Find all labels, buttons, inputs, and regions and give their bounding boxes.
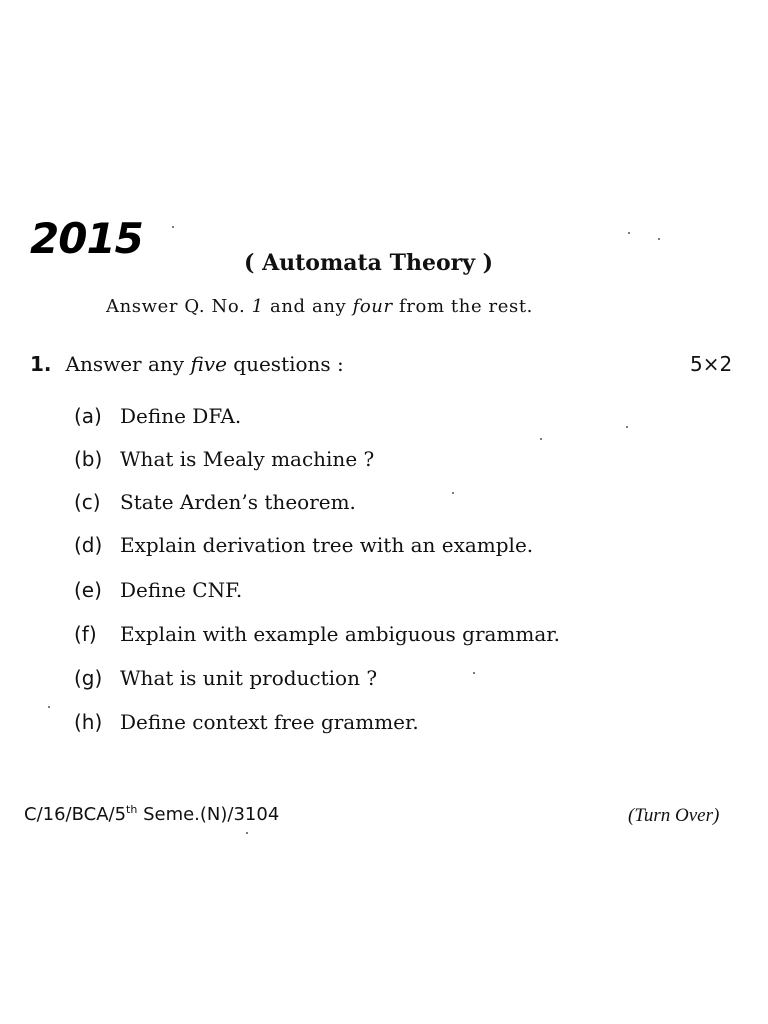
sub-question-a [74,404,241,428]
scan-speck [452,492,454,494]
sub-question-f [74,622,560,646]
sub-question-label: (a) [74,404,102,428]
exam-year: 2015 [30,214,143,263]
sub-question-label: (d) [74,533,103,557]
sub-question-label: (b) [74,447,103,471]
question-prefix: Answer any [65,352,191,376]
instructions-middle: and any [263,296,353,317]
sub-question-d [74,533,533,557]
scan-speck [473,672,475,674]
instructions-q-number: 1 [251,296,264,317]
paper-code [24,803,279,825]
instructions-suffix: from the rest. [392,296,533,317]
sub-question-text: Define DFA. [120,404,242,428]
scan-speck [658,238,660,240]
turn-over-note: (Turn Over) [628,805,720,826]
question-number: 1. [30,352,52,376]
sub-question-b [74,447,374,471]
sub-question-text: What is unit production ? [120,666,378,690]
paper-code-sup: th [126,803,138,816]
sub-question-g [74,666,377,690]
sub-question-c [74,490,356,514]
question-count-word: five [190,352,227,376]
subject-title: ( Automata Theory ) [244,250,494,276]
sub-question-text: Define context free grammer. [120,710,419,734]
instructions-prefix: Answer Q. No. [106,296,252,317]
sub-question-text: What is Mealy machine ? [120,447,375,471]
sub-question-label: (h) [74,710,103,734]
sub-question-text: Explain with example ambiguous grammar. [120,622,560,646]
scan-speck [626,426,628,428]
instructions-count-word: four [352,296,393,317]
sub-question-text: Define CNF. [120,578,243,602]
sub-question-label: (g) [74,666,103,690]
scan-speck [540,438,542,440]
paper-code-suffix: Seme.(N)/3104 [137,804,280,825]
scan-speck [628,232,630,234]
sub-question-label: (e) [74,578,102,602]
sub-question-text: State Arden’s theorem. [120,490,356,514]
instructions [106,296,533,317]
sub-question-h [74,710,419,734]
sub-question-text: Explain derivation tree with an example. [120,533,534,557]
question-1-heading [30,352,344,376]
scan-speck [172,226,174,228]
paper-code-prefix: C/16/BCA/5 [24,804,127,825]
scan-speck [48,706,50,708]
sub-question-e [74,578,242,602]
sub-question-label: (c) [74,490,101,514]
question-suffix: questions : [226,352,344,376]
scan-speck [246,832,248,834]
sub-question-label: (f) [74,622,97,646]
question-marks: 5×2 [690,352,733,376]
